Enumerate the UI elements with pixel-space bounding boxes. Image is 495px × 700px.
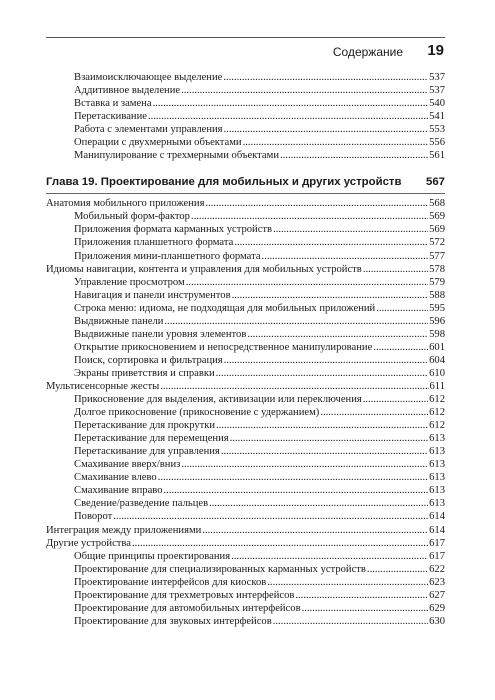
toc-entry <box>46 210 445 223</box>
toc-entry <box>46 71 445 84</box>
running-header-section: Содержание <box>332 45 403 59</box>
toc-entry-title: Управление просмотром <box>74 276 185 288</box>
toc-entry <box>46 406 445 419</box>
toc-entry <box>46 576 445 589</box>
toc-entry-page: 622 <box>429 563 445 575</box>
toc-entry <box>46 110 445 123</box>
toc-entry-title: Сведение/разведение пальцев <box>74 498 209 510</box>
toc-entry <box>46 458 445 471</box>
toc-entry-title: Приложения мини-планшетного формата <box>74 250 261 262</box>
toc-entry-title: Смахивание влево <box>74 472 157 484</box>
dot-leader <box>216 367 428 380</box>
toc-entry-page: 537 <box>429 72 445 83</box>
toc-entry-page: 613 <box>429 433 445 445</box>
toc-entry <box>46 589 445 602</box>
toc-entry-title: Выдвижные панели уровня элементов <box>74 328 247 340</box>
toc-entry-page: 579 <box>429 276 445 288</box>
toc-entry <box>46 197 445 210</box>
toc-entry-title: Перетаскивание для прокрутки <box>74 420 216 432</box>
toc-entry <box>46 315 445 328</box>
toc-entry-title: Проектирование интерфейсов для киосков <box>74 576 267 588</box>
toc-entry-title: Открытие прикосновением и непосредственное манипулирование <box>74 341 373 353</box>
toc-entry-title: Смахивание вправо <box>74 485 163 497</box>
toc-entry <box>46 510 445 523</box>
toc-entry <box>46 354 445 367</box>
toc-entry <box>46 276 445 289</box>
toc-entry-page: 572 <box>429 237 445 249</box>
toc-entry-title: Проектирование для трехметровых интерфейсов <box>74 589 295 601</box>
toc-entry-title: Другие устройства <box>46 537 131 549</box>
toc-entry-page: 623 <box>429 576 445 588</box>
dot-leader <box>205 197 428 210</box>
dot-leader <box>158 471 428 484</box>
toc-entry-page: 617 <box>429 550 445 562</box>
toc-entry <box>46 136 445 149</box>
dot-leader <box>223 71 428 84</box>
toc-entry-page: 568 <box>429 198 445 210</box>
toc-entry-title: Навигация и панели инструментов <box>74 289 231 301</box>
toc-entry-title: Вставка и замена <box>74 98 152 110</box>
toc-entry-page: 604 <box>429 354 445 366</box>
dot-leader <box>153 97 429 110</box>
dot-leader <box>234 236 428 249</box>
toc-entry-title: Перетаскивание для управления <box>74 446 220 458</box>
toc-entry-page: 611 <box>429 380 445 392</box>
toc-entry-page: 556 <box>429 137 445 149</box>
dot-leader <box>273 223 428 236</box>
toc-entry <box>46 615 445 628</box>
toc-entry-page: 596 <box>429 315 445 327</box>
toc-entry-page: 610 <box>429 367 445 379</box>
dot-leader <box>113 510 428 523</box>
toc-entry-page: 553 <box>429 124 445 136</box>
dot-leader <box>232 289 429 302</box>
dot-leader <box>148 110 428 123</box>
toc-entry-title: Перетаскивание <box>74 111 147 123</box>
chapter-heading <box>46 171 445 194</box>
toc-entry <box>46 289 445 302</box>
chapter-title: Глава 19. Проектирование для мобильных и других устройств <box>46 176 402 189</box>
toc-entry-title: Приложения планшетного формата <box>74 237 234 249</box>
dot-leader <box>231 550 428 563</box>
toc-entry-page: 612 <box>429 420 445 432</box>
dot-leader <box>209 497 428 510</box>
toc-entry-page: 595 <box>429 302 445 314</box>
toc-entry-title: Перетаскивание для перемещения <box>74 433 229 445</box>
toc-entry-page: 613 <box>429 472 445 484</box>
dot-leader <box>230 432 428 445</box>
toc-entry-page: 627 <box>429 589 445 601</box>
dot-leader <box>280 149 428 162</box>
chapter-page: 567 <box>425 176 445 189</box>
toc-entry-title: Экраны приветствия и справки <box>74 367 215 379</box>
dot-leader <box>224 354 428 367</box>
toc-entry-page: 630 <box>429 615 445 627</box>
dot-leader <box>302 602 429 615</box>
toc-entry-title: Идиомы навигации, контента и управления для мобильных устройств <box>46 263 362 275</box>
toc-entry <box>46 445 445 458</box>
toc-entry-title: Общие принципы проектирования <box>74 550 231 562</box>
toc-entry-page: 569 <box>429 224 445 236</box>
toc-entry-title: Манипулирование с трехмерными объектами <box>74 150 279 162</box>
toc-entry-title: Поворот <box>74 511 113 523</box>
dot-leader <box>376 302 428 315</box>
toc-entry <box>46 484 445 497</box>
toc-entry-title: Строка меню: идиома, не подходящая для мобильных приложений <box>74 302 376 314</box>
dot-leader <box>181 84 428 97</box>
dot-leader <box>320 406 428 419</box>
toc-entry-page: 612 <box>429 407 445 419</box>
toc-entry <box>46 419 445 432</box>
toc-entry <box>46 537 445 550</box>
toc-entry-page: 617 <box>429 537 445 549</box>
dot-leader <box>132 537 428 550</box>
dot-leader <box>181 458 428 471</box>
dot-leader <box>164 315 428 328</box>
toc-entry-title: Взаимоисключающее выделение <box>74 72 223 83</box>
dot-leader <box>295 589 428 602</box>
toc-entry <box>46 250 445 263</box>
toc-entry-page: 612 <box>429 394 445 406</box>
toc-entry <box>46 497 445 510</box>
toc-entry <box>46 563 445 576</box>
dot-leader <box>216 419 428 432</box>
dot-leader <box>273 615 428 628</box>
toc-entry-title: Аддитивное выделение <box>74 85 181 97</box>
dot-leader <box>363 393 428 406</box>
dot-leader <box>262 250 429 263</box>
toc-entry-title: Приложения формата карманных устройств <box>74 224 273 236</box>
header-rule <box>46 37 445 38</box>
toc-entry <box>46 602 445 615</box>
top-entries <box>46 71 445 162</box>
toc-entry-page: 561 <box>429 150 445 162</box>
toc-entry-page: 613 <box>429 498 445 510</box>
dot-leader <box>247 328 428 341</box>
chapter-entries <box>46 197 445 628</box>
toc-entry <box>46 380 445 393</box>
toc-entry-page: 613 <box>429 459 445 471</box>
dot-leader <box>160 380 428 393</box>
toc-entry <box>46 341 445 354</box>
toc-entry-page: 629 <box>429 602 445 614</box>
toc-entry-page: 614 <box>429 524 445 536</box>
toc-entry-title: Смахивание вверх/вниз <box>74 459 181 471</box>
toc-entry-title: Мультисенсорные жесты <box>46 380 160 392</box>
dot-leader <box>267 576 428 589</box>
toc-entry-title: Проектирование для автомобильных интерфейсов <box>74 602 301 614</box>
toc-entry-page: 577 <box>429 250 445 262</box>
toc-entry <box>46 84 445 97</box>
toc-entry-title: Поиск, сортировка и фильтрация <box>74 354 223 366</box>
toc-entry-page: 540 <box>429 98 445 110</box>
toc-entry-page: 598 <box>429 328 445 340</box>
toc-entry-title: Работа с элементами управления <box>74 124 223 136</box>
dot-leader <box>202 524 428 537</box>
toc-entry-page: 614 <box>429 511 445 523</box>
toc-entry <box>46 432 445 445</box>
toc-entry-page: 601 <box>429 341 445 353</box>
dot-leader <box>164 484 429 497</box>
toc-entry-title: Долгое прикосновение (прикосновение с удержанием) <box>74 407 320 419</box>
toc-entry <box>46 471 445 484</box>
toc-entry-title: Проектирование для звуковых интерфейсов <box>74 615 272 627</box>
dot-leader <box>221 445 428 458</box>
toc-entry <box>46 524 445 537</box>
toc-entry-page: 578 <box>429 263 445 275</box>
dot-leader <box>363 263 428 276</box>
toc-entry-page: 613 <box>429 485 445 497</box>
table-of-contents <box>46 71 445 628</box>
toc-entry <box>46 550 445 563</box>
toc-entry-title: Проектирование для специализированных карманных устройств <box>74 563 366 575</box>
toc-entry <box>46 328 445 341</box>
toc-entry-page: 541 <box>429 111 445 123</box>
toc-entry <box>46 123 445 136</box>
dot-leader <box>224 123 429 136</box>
toc-entry-title: Прикосновение для выделения, активизации или переключения <box>74 394 362 406</box>
dot-leader <box>243 136 429 149</box>
toc-entry-title: Интеграция между приложениями <box>46 524 202 536</box>
toc-entry-page: 588 <box>429 289 445 301</box>
dot-leader <box>367 563 428 576</box>
toc-entry-title: Мобильный форм-фактор <box>74 211 190 223</box>
toc-entry <box>46 149 445 162</box>
dot-leader <box>373 341 428 354</box>
toc-entry <box>46 97 445 110</box>
toc-entry-title: Выдвижные панели <box>74 315 164 327</box>
dot-leader <box>191 210 428 223</box>
toc-entry-page: 569 <box>429 211 445 223</box>
toc-entry-page: 613 <box>429 446 445 458</box>
toc-entry <box>46 223 445 236</box>
toc-entry-title: Операции с двухмерными объектами <box>74 137 242 149</box>
toc-entry <box>46 263 445 276</box>
toc-entry-page: 537 <box>429 85 445 97</box>
toc-entry <box>46 367 445 380</box>
dot-leader <box>186 276 428 289</box>
running-header-page-number: 19 <box>427 42 444 59</box>
toc-entry <box>46 236 445 249</box>
toc-entry-title: Анатомия мобильного приложения <box>46 198 205 210</box>
toc-entry <box>46 302 445 315</box>
toc-entry <box>46 393 445 406</box>
